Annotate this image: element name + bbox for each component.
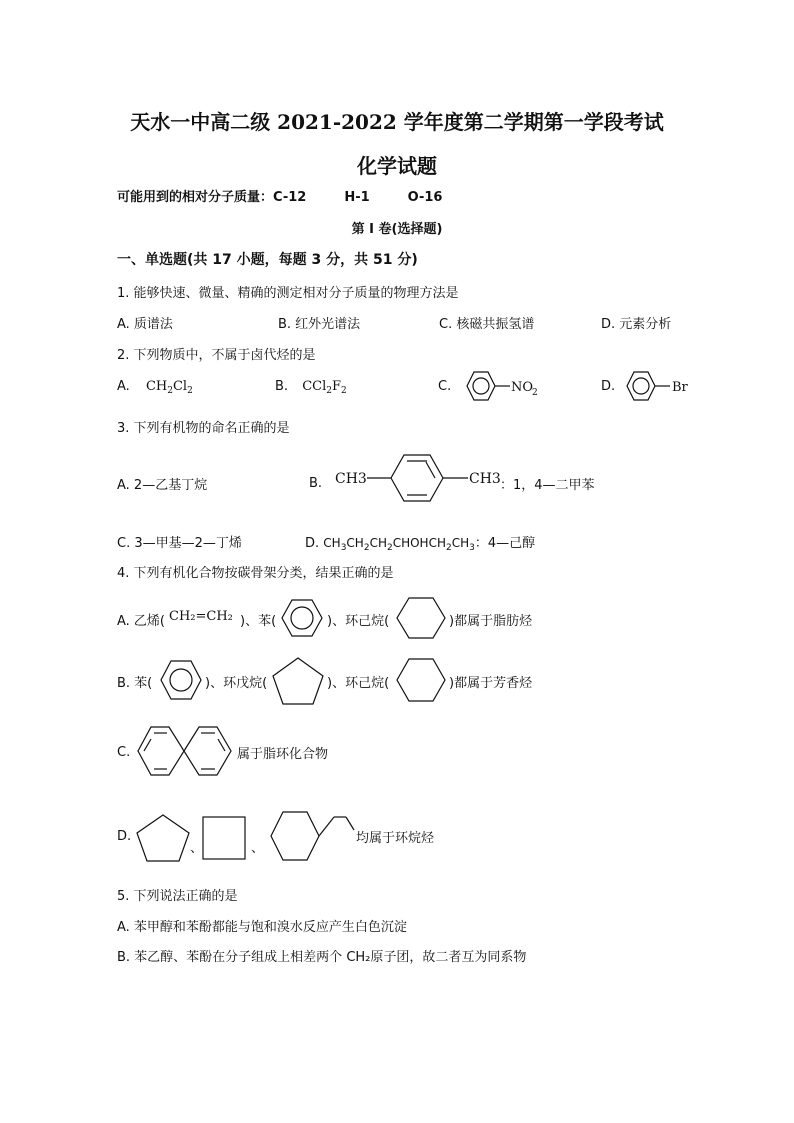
q4-c-label: C. [117,745,131,760]
q3-option-b-name: ：1，4—二甲苯 [500,478,595,493]
q5-stem: 5. 下列说法正确的是 [117,889,238,904]
q4-c-text: 属于脂环化合物 [237,747,329,762]
q5-option-a: A. 苯甲醇和苯酚都能与饱和溴水反应产生白色沉淀 [117,920,407,935]
q1-option-b: B. 红外光谱法 [278,317,361,332]
q4-a-ethylene-formula: CH₂=CH₂ [169,609,233,624]
part-title: 第 I 卷(选择题) [351,222,443,237]
q2-option-b: B. $CCl_2F_2$ [275,379,347,396]
q1-stem: 1. 能够快速、微量、精确的测定相对分子质量的物理方法是 [117,286,459,301]
q4-a-text4: )都属于脂肪烃 [449,614,533,629]
q4-b-text1: B. 苯( [117,676,153,691]
q4-d-sep1: 、 [190,841,204,856]
q4-b-cyclohexane-structure [395,657,447,703]
q2-option-d-label: D. [601,379,616,394]
q4-d-label: D. [117,829,132,844]
exam-title: 天水一中高二级 2021-2022 学年度第二学期第一学段考试 [130,110,664,134]
q2-stem: 2. 下列物质中，不属于卤代烃的是 [117,348,316,363]
q4-b-text2: )、环戊烷( [205,676,268,691]
q4-d-cyclobutane-structure [201,815,247,861]
q4-a-benzene-structure [279,597,325,639]
q4-b-cyclopentane-structure [270,655,326,707]
q3-option-a: A. 2—乙基丁烷 [117,478,208,493]
mass-h: H-1 [344,190,370,205]
q4-c-naphthalene-structure [135,722,235,780]
q2-option-c-label: C. [438,379,452,394]
q3-option-d: D. $CH_3CH_2CH_2CHOHCH_2CH_3$：4—己醇 [305,536,536,553]
q1-option-d: D. 元素分析 [601,317,672,332]
atomic-masses-label: 可能用到的相对分子质量： [117,190,274,205]
q4-a-cyclohexane-structure [395,596,447,640]
q2-bromobenzene-structure [618,368,698,408]
q2-option-a: A. $CH_2Cl_2$ [117,379,193,396]
q4-b-text3: )、环己烷( [327,676,390,691]
q4-stem: 4. 下列有机化合物按碳骨架分类，结果正确的是 [117,566,394,581]
section-title: 一、单选题(共 17 小题，每题 3 分，共 51 分) [117,252,418,268]
mass-c: C-12 [273,190,307,205]
q4-d-ethylcyclohexane-structure [266,808,360,864]
q2-nitrobenzene-structure [458,368,548,408]
q2-nitro-group: NO [511,380,534,395]
svg-text:2: 2 [532,388,538,398]
q5-option-b: B. 苯乙醇、苯酚在分子组成上相差两个 CH₂原子团，故二者互为同系物 [117,950,527,965]
subject-title: 化学试题 [357,154,437,178]
q4-b-text4: )都属于芳香烃 [449,676,533,691]
q3-right-methyl: CH3 [469,471,501,487]
q3-para-xylene-structure [335,450,510,506]
q1-option-c: C. 核磁共振氢谱 [439,317,535,332]
q3-left-methyl: CH3 [335,471,367,487]
q4-a-text1: A. 乙烯( [117,614,166,629]
q4-a-text2: )、苯( [240,614,277,629]
q1-option-a: A. 质谱法 [117,317,173,332]
mass-o: O-16 [407,190,443,205]
q3-option-b-label: B. [309,476,323,491]
q4-d-text: 均属于环烷烃 [356,831,435,846]
q2-bromo-group: Br [672,380,688,395]
q3-stem: 3. 下列有机物的命名正确的是 [117,421,290,436]
q4-b-benzene-structure [158,658,204,702]
q4-a-text3: )、环己烷( [327,614,390,629]
q4-d-sep2: 、 [251,841,265,856]
q4-d-cyclopentane-structure [134,812,192,864]
atomic-masses-line [117,186,442,205]
q3-option-c: C. 3—甲基—2—丁烯 [117,536,242,551]
